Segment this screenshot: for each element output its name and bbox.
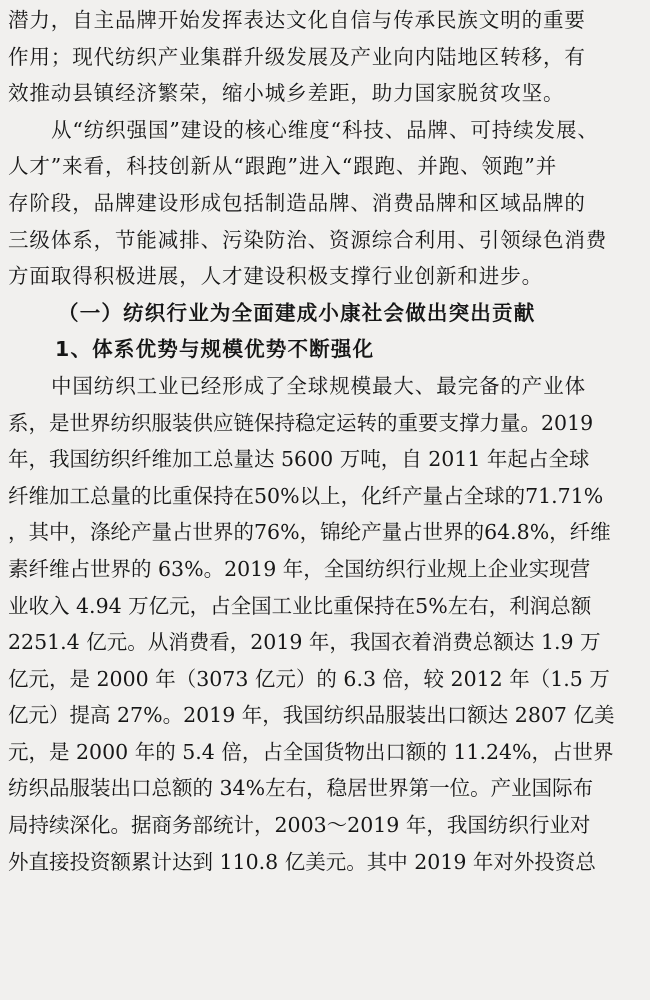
text-line: 亿元）提高 27%。2019 年，我国纺织品服装出口额达 2807 亿美 xyxy=(8,703,615,728)
paragraph-continuation xyxy=(8,2,638,112)
text-line: 亿元，是 2000 年（3073 亿元）的 6.3 倍，较 2012 年（1.5 万 xyxy=(8,666,610,691)
text-line: 存阶段，品牌建设形成包括制造品牌、消费品牌和区域品牌的 xyxy=(8,190,586,215)
paragraph-scale-advantage xyxy=(8,368,638,880)
text-line: 效推动县镇经济繁荣，缩小城乡差距，助力国家脱贫攻坚。 xyxy=(8,81,565,106)
text-line: 纺织品服装出口总额的 34%左右，稳居世界第一位。产业国际布 xyxy=(8,776,594,801)
text-line: 方面取得积极进展，人才建设积极支撑行业创新和进步。 xyxy=(8,264,543,289)
text-line: 从“纺织强国”建设的核心维度“科技、品牌、可持续发展、 xyxy=(51,117,599,142)
text-line: 系，是世界纺织服装供应链保持稳定运转的重要支撑力量。2019 xyxy=(8,410,594,435)
text-line: 作用；现代纺织产业集群升级发展及产业向内陆地区转移，有 xyxy=(8,44,586,69)
document-page xyxy=(0,2,650,1000)
text-line: 三级体系，节能减排、污染防治、资源综合利用、引领绿色消费 xyxy=(8,227,608,252)
text-line: 元，是 2000 年的 5.4 倍，占全国货物出口额的 11.24%，占世界 xyxy=(8,739,614,764)
section-heading: （一）纺织行业为全面建成小康社会做出突出贡献 xyxy=(58,300,536,325)
subsection-heading: 1、体系优势与规模优势不断强化 xyxy=(55,337,375,362)
text-line: 素纤维占世界的 63%。2019 年，全国纺织行业规上企业实现营 xyxy=(8,556,591,581)
text-line: 潜力，自主品牌开始发挥表达文化自信与传承民族文明的重要 xyxy=(8,8,586,32)
text-line: 业收入 4.94 万亿元，占全国工业比重保持在5%左右，利润总额 xyxy=(8,593,592,618)
text-line: 人才”来看，科技创新从“跟跑”进入“跟跑、并跑、领跑”并 xyxy=(8,154,558,179)
text-line: 2251.4 亿元。从消费看，2019 年，我国衣着消费总额达 1.9 万 xyxy=(8,630,601,655)
text-line: ，其中，涤纶产量占世界的76%，锦纶产量占世界的64.8%，纤维 xyxy=(8,520,611,545)
text-line: 局持续深化。据商务部统计，2003～2019 年，我国纺织行业对 xyxy=(8,813,591,838)
text-line: 纤维加工总量的比重保持在50%以上，化纤产量占全球的71.71% xyxy=(8,483,604,508)
text-line: 中国纺织工业已经形成了全球规模最大、最完备的产业体 xyxy=(51,373,586,398)
text-line: 外直接投资额累计达到 110.8 亿美元。其中 2019 年对外投资总 xyxy=(8,849,596,874)
paragraph-textile-power xyxy=(8,112,638,295)
text-line: 年，我国纺织纤维加工总量达 5600 万吨，自 2011 年起占全球 xyxy=(8,447,590,472)
